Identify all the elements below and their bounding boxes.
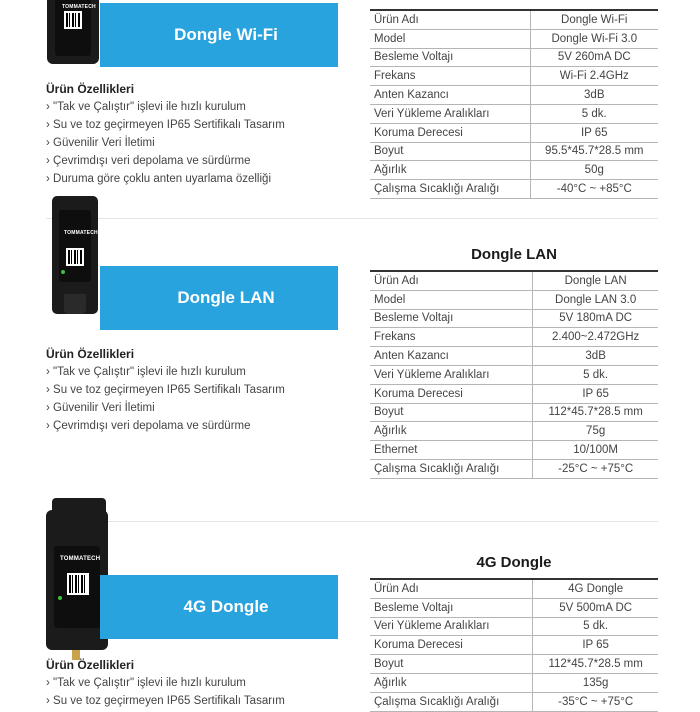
spec-value: 3dB — [530, 86, 658, 105]
list-item: › Çevrimdışı veri depolama ve sürdürme — [46, 420, 251, 432]
features-list — [46, 363, 285, 435]
spec-label: Çalışma Sıcaklığı Aralığı — [370, 459, 533, 478]
banner-4g-dongle: 4G Dongle — [100, 575, 338, 639]
list-item: › Duruma göre çoklu anten uyarlama özelliği — [46, 173, 271, 185]
table-row — [370, 142, 658, 161]
table-row — [370, 655, 658, 674]
spec-label: Boyut — [370, 142, 530, 161]
spec-label: Veri Yükleme Aralıkları — [370, 617, 533, 636]
spec-label: Veri Yükleme Aralıkları — [370, 365, 533, 384]
table-row — [370, 384, 658, 403]
brand-logo: TOMMATECH — [62, 4, 96, 10]
table-row — [370, 123, 658, 142]
list-item: › Çevrimdışı veri depolama ve sürdürme — [46, 155, 251, 167]
table-row — [370, 422, 658, 441]
spec-value: 10/100M — [533, 441, 658, 460]
status-led — [61, 270, 65, 274]
spec-value: 75g — [533, 422, 658, 441]
spec-label: Besleme Voltajı — [370, 309, 533, 328]
table-row — [370, 617, 658, 636]
spec-value: 5V 260mA DC — [530, 48, 658, 67]
features-title: Ürün Özellikleri — [46, 347, 135, 361]
brand-logo: TOMMATECH — [64, 230, 98, 236]
spec-label: Model — [370, 290, 533, 309]
spec-value: Dongle Wi-Fi — [530, 10, 658, 29]
spec-table-lan — [370, 270, 658, 479]
spec-label: Ağırlık — [370, 422, 533, 441]
spec-value: IP 65 — [530, 123, 658, 142]
table-row — [370, 328, 658, 347]
list-item: › Güvenilir Veri İletimi — [46, 137, 155, 149]
table-row — [370, 441, 658, 460]
list-item: › "Tak ve Çalıştır" işlevi ile hızlı kurulum — [46, 101, 246, 113]
spec-value: IP 65 — [533, 636, 658, 655]
list-item: › "Tak ve Çalıştır" işlevi ile hızlı kurulum — [46, 677, 246, 689]
table-row — [370, 365, 658, 384]
spec-title-lan: Dongle LAN — [471, 246, 557, 263]
spec-value: 3dB — [533, 347, 658, 366]
table-row — [370, 67, 658, 86]
table-row — [370, 403, 658, 422]
table-row — [370, 161, 658, 180]
spec-value: Dongle LAN — [533, 271, 658, 290]
banner-dongle-wifi: Dongle Wi-Fi — [100, 3, 338, 67]
spec-label: Boyut — [370, 655, 533, 674]
spec-value: 50g — [530, 161, 658, 180]
spec-value: 5 dk. — [533, 365, 658, 384]
table-row — [370, 309, 658, 328]
spec-label: Anten Kazancı — [370, 347, 533, 366]
spec-label: Ürün Adı — [370, 10, 530, 29]
qr-code-image — [66, 248, 84, 266]
spec-value: -35°C ~ +75°C — [533, 692, 658, 711]
divider — [46, 218, 658, 219]
table-row — [370, 10, 658, 29]
spec-value: 5V 500mA DC — [533, 598, 658, 617]
spec-label: Ethernet — [370, 441, 533, 460]
spec-label: Frekans — [370, 67, 530, 86]
spec-label: Frekans — [370, 328, 533, 347]
brand-logo: TOMMATECH — [60, 556, 101, 562]
spec-label: Model — [370, 29, 530, 48]
spec-label: Koruma Derecesi — [370, 636, 533, 655]
spec-value: 5V 180mA DC — [533, 309, 658, 328]
table-row — [370, 347, 658, 366]
table-row — [370, 271, 658, 290]
list-item: › Su ve toz geçirmeyen IP65 Sertifikalı Tasarım — [46, 119, 285, 131]
features-title: Ürün Özellikleri — [46, 658, 135, 672]
table-row — [370, 104, 658, 123]
spec-value: -40°C ~ +85°C — [530, 180, 658, 199]
dongle-lan-image — [52, 196, 98, 314]
list-item: › Su ve toz geçirmeyen IP65 Sertifikalı Tasarım — [46, 695, 285, 707]
spec-value: 4G Dongle — [533, 579, 658, 598]
features-list — [46, 674, 285, 710]
table-row — [370, 180, 658, 199]
spec-table-wifi — [370, 9, 658, 199]
spec-label: Anten Kazancı — [370, 86, 530, 105]
spec-value: 95.5*45.7*28.5 mm — [530, 142, 658, 161]
list-item: › Su ve toz geçirmeyen IP65 Sertifikalı Tasarım — [46, 384, 285, 396]
spec-table-4g — [370, 578, 658, 712]
table-row — [370, 636, 658, 655]
spec-value: Dongle Wi-Fi 3.0 — [530, 29, 658, 48]
table-row — [370, 29, 658, 48]
table-row — [370, 598, 658, 617]
spec-value: Dongle LAN 3.0 — [533, 290, 658, 309]
spec-label: Boyut — [370, 403, 533, 422]
spec-label: Besleme Voltajı — [370, 598, 533, 617]
spec-label: Çalışma Sıcaklığı Aralığı — [370, 692, 533, 711]
list-item: › Güvenilir Veri İletimi — [46, 402, 155, 414]
spec-label: Çalışma Sıcaklığı Aralığı — [370, 180, 530, 199]
spec-value: 135g — [533, 673, 658, 692]
table-row — [370, 459, 658, 478]
spec-value: Wi-Fi 2.4GHz — [530, 67, 658, 86]
status-led — [58, 596, 62, 600]
spec-label: Ürün Adı — [370, 271, 533, 290]
spec-value: 2.400~2.472GHz — [533, 328, 658, 347]
spec-value: 112*45.7*28.5 mm — [533, 403, 658, 422]
banner-dongle-lan: Dongle LAN — [100, 266, 338, 330]
spec-title-4g: 4G Dongle — [476, 554, 552, 571]
spec-value: 112*45.7*28.5 mm — [533, 655, 658, 674]
table-row — [370, 579, 658, 598]
spec-value: -25°C ~ +75°C — [533, 459, 658, 478]
table-row — [370, 48, 658, 67]
table-row — [370, 290, 658, 309]
spec-label: Koruma Derecesi — [370, 123, 530, 142]
spec-label: Ağırlık — [370, 673, 533, 692]
spec-value: 5 dk. — [533, 617, 658, 636]
table-row — [370, 86, 658, 105]
dongle-wifi-image — [47, 0, 99, 64]
spec-value: IP 65 — [533, 384, 658, 403]
features-list — [46, 98, 285, 188]
spec-label: Koruma Derecesi — [370, 384, 533, 403]
table-row — [370, 692, 658, 711]
table-row — [370, 673, 658, 692]
features-title: Ürün Özellikleri — [46, 82, 135, 96]
spec-label: Veri Yükleme Aralıkları — [370, 104, 530, 123]
spec-value: 5 dk. — [530, 104, 658, 123]
spec-label: Ağırlık — [370, 161, 530, 180]
divider — [46, 521, 658, 522]
spec-label: Besleme Voltajı — [370, 48, 530, 67]
qr-code-image — [67, 573, 89, 595]
list-item: › "Tak ve Çalıştır" işlevi ile hızlı kurulum — [46, 366, 246, 378]
qr-code-image — [64, 11, 82, 29]
dongle-4g-image — [46, 510, 108, 650]
spec-label: Ürün Adı — [370, 579, 533, 598]
